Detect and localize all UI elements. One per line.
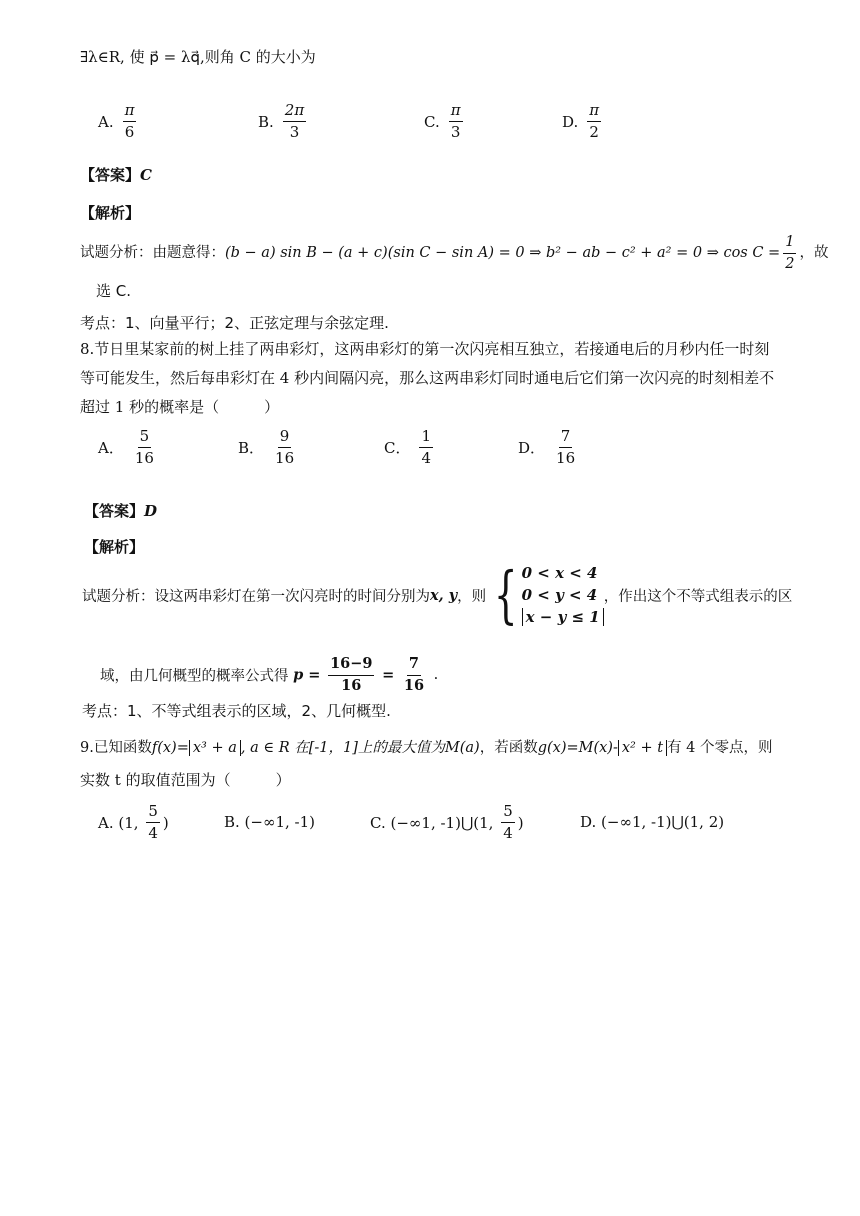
q7-analysis-tag: 【解析】: [80, 204, 141, 222]
q8-kaodian: 考点：1、不等式组表示的区域，2、几何概型.: [82, 702, 391, 720]
q7-kaodian: 考点：1、向量平行；2、正弦定理与余弦定理.: [80, 314, 389, 332]
q7-answer: 【答案】C: [80, 166, 152, 184]
q8-analysis-tag: 【解析】: [84, 538, 145, 556]
q8-option-d: D． $\frac{7}{16}$: [518, 427, 576, 468]
q7-option-a: A. $\frac{\pi}{6}$: [98, 101, 135, 142]
q9-option-d: D. (−∞1, -1)⋃(1, 2): [580, 813, 725, 831]
q8-stem-line3: 超过 1 秒的概率是（ ）: [80, 398, 280, 416]
inequality-system: { 0 < x < 4 0 < y < 4 x − y ≤ 1: [486, 562, 604, 628]
q7-analysis: 试题分析：由题意得：(b − a) sin B − (a + c)(sin C − sin A) = 0 ⇒ b² − ab − c² + a² = 0 ⇒ cos C = $\frac{1}{2}$ ，故: [80, 234, 829, 272]
q7-option-c: C. $\frac{\pi}{3}$: [424, 101, 461, 142]
q9-option-b: B. (−∞1, -1): [224, 813, 316, 831]
q8-option-a: A． $\frac{5}{16}$: [98, 427, 154, 468]
q9-option-a: A. (1, $\frac{5}{4}$ ): [98, 802, 169, 843]
q8-option-c: C． $\frac{1}{4}$: [384, 427, 432, 468]
q9-option-c: C. (−∞1, -1)⋃(1, $\frac{5}{4}$ ): [370, 802, 524, 843]
q8-answer: 【答案】D: [84, 502, 158, 520]
q7-stem: ∃λ∈R, 使 p⃗ = λq⃗,则角 C 的大小为: [80, 48, 316, 66]
q9-stem-line1: 9.已知函数f(x)= x³ + a , a ∈ R 在[-1，1]上的最大值为M(a)，若函数g(x)=M(x)- x² + t 有 4 个零点，则: [80, 740, 773, 756]
q8-stem-line1: 8.节日里某家前的树上挂了两串彩灯，这两串彩灯的第一次闪亮相互独立，若接通电后的月秒内任一时刻: [80, 340, 770, 358]
q7-option-d: D. $\frac{\pi}{2}$: [562, 101, 600, 142]
q8-analysis-line2: 域，由几何概型的概率公式得 p = $\frac{16-9}{16}$ = $\frac{7}{16}$ .: [100, 655, 439, 694]
q8-stem-line2: 等可能发生，然后每串彩灯在 4 秒内间隔闪亮，那么这两串彩灯同时通电后它们第一次闪亮的时刻相差不: [80, 369, 775, 387]
q8-analysis: 试题分析：设这两串彩灯在第一次闪亮时的时间分别为 x, y ，则 { 0 < x < 4 0 < y < 4 x − y ≤ 1 ，作出这个不等式组表示的区: [82, 558, 793, 631]
q7-option-b: B. $\frac{2\pi}{3}$: [258, 101, 305, 142]
q7-analysis-line2: 选 C.: [96, 282, 132, 300]
q9-stem-line2: 实数 t 的取值范围为（ ）: [80, 771, 291, 789]
q8-option-b: B． $\frac{9}{16}$: [238, 427, 295, 468]
